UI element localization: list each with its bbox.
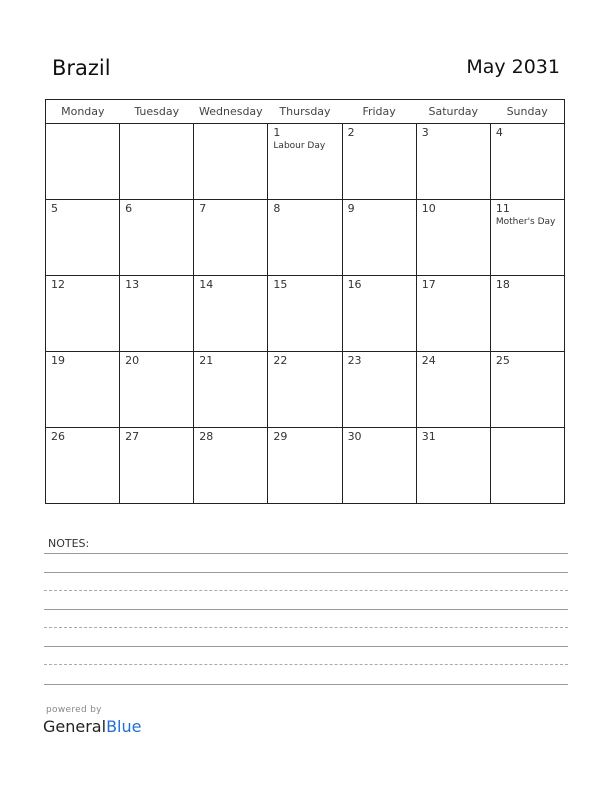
calendar-day-cell xyxy=(490,276,564,352)
calendar-day-cell xyxy=(120,276,194,352)
day-number: 13 xyxy=(125,278,140,291)
brand-general: General xyxy=(43,717,107,736)
calendar-day-cell xyxy=(194,200,268,276)
calendar-day-cell xyxy=(342,124,416,200)
day-number: 31 xyxy=(421,430,436,443)
calendar-day-cell xyxy=(416,352,490,428)
day-number: 21 xyxy=(199,354,214,367)
calendar-day-cell xyxy=(416,428,490,504)
day-number: 16 xyxy=(347,278,362,291)
calendar-day-cell xyxy=(342,200,416,276)
day-number: 4 xyxy=(495,126,503,139)
calendar-day-cell xyxy=(342,352,416,428)
weekday-header: Saturday xyxy=(416,100,490,124)
brand-blue: Blue xyxy=(106,717,142,736)
calendar-day-cell xyxy=(120,124,194,200)
calendar-day-cell xyxy=(46,428,120,504)
calendar-day-cell xyxy=(268,352,342,428)
day-number: 15 xyxy=(273,278,288,291)
note-line xyxy=(44,572,568,573)
weekday-header: Friday xyxy=(342,100,416,124)
weekday-header: Tuesday xyxy=(120,100,194,124)
day-number: 23 xyxy=(347,354,362,367)
day-number: 30 xyxy=(347,430,362,443)
calendar-week-row xyxy=(46,276,565,352)
day-number: 14 xyxy=(199,278,214,291)
note-line xyxy=(44,627,568,628)
weekday-header: Thursday xyxy=(268,100,342,124)
weekday-header: Sunday xyxy=(490,100,564,124)
calendar-day-cell xyxy=(268,276,342,352)
month-year-title: May 2031 xyxy=(466,56,560,78)
calendar-day-cell xyxy=(490,428,564,504)
day-number: 19 xyxy=(51,354,65,367)
calendar-day-cell xyxy=(416,276,490,352)
calendar-week-row xyxy=(46,428,565,504)
day-number: 25 xyxy=(495,354,510,367)
day-number: 6 xyxy=(125,202,133,215)
note-line xyxy=(44,609,568,610)
note-line xyxy=(44,553,568,554)
calendar-day-cell xyxy=(490,352,564,428)
calendar-day-cell xyxy=(46,276,120,352)
calendar-week-row xyxy=(46,124,565,200)
calendar-week-row xyxy=(46,200,565,276)
calendar-day-cell xyxy=(194,276,268,352)
calendar-day-cell xyxy=(46,124,120,200)
day-number: 24 xyxy=(421,354,436,367)
calendar-day-cell xyxy=(490,200,564,276)
note-line xyxy=(44,646,568,647)
day-number: 12 xyxy=(51,278,65,291)
day-number: 27 xyxy=(125,430,140,443)
calendar-day-cell xyxy=(490,124,564,200)
note-line xyxy=(44,684,568,685)
notes-label: NOTES: xyxy=(48,537,90,550)
day-number: 18 xyxy=(495,278,510,291)
day-number: 7 xyxy=(199,202,207,215)
day-number: 5 xyxy=(51,202,58,215)
holiday-label: Labour Day xyxy=(273,141,326,151)
calendar-day-cell xyxy=(194,352,268,428)
calendar-day-cell xyxy=(120,428,194,504)
brand-logo xyxy=(43,717,141,736)
calendar-week-row xyxy=(46,352,565,428)
day-number: 17 xyxy=(421,278,436,291)
calendar-day-cell xyxy=(416,200,490,276)
calendar-day-cell xyxy=(416,124,490,200)
day-number: 28 xyxy=(199,430,214,443)
day-number: 2 xyxy=(347,126,355,139)
calendar-day-cell xyxy=(342,428,416,504)
holiday-label: Mother's Day xyxy=(495,217,556,227)
day-number: 29 xyxy=(273,430,288,443)
calendar-day-cell xyxy=(120,200,194,276)
note-line xyxy=(44,664,568,665)
day-number: 8 xyxy=(273,202,281,215)
calendar-day-cell xyxy=(194,428,268,504)
day-number: 10 xyxy=(421,202,436,215)
weekday-header: Wednesday xyxy=(194,100,268,124)
powered-by-text: powered by xyxy=(46,705,102,715)
day-number: 3 xyxy=(421,126,429,139)
calendar-day-cell xyxy=(120,352,194,428)
weekday-header-row xyxy=(46,100,565,124)
day-number: 1 xyxy=(273,126,281,139)
calendar-day-cell xyxy=(268,124,342,200)
calendar-day-cell xyxy=(46,200,120,276)
calendar-day-cell xyxy=(46,352,120,428)
day-number: 20 xyxy=(125,354,140,367)
country-title: Brazil xyxy=(52,56,111,80)
calendar-grid xyxy=(45,99,565,504)
day-number: 26 xyxy=(51,430,65,443)
day-number: 22 xyxy=(273,354,288,367)
calendar-day-cell xyxy=(194,124,268,200)
weekday-header: Monday xyxy=(46,100,120,124)
note-line xyxy=(44,590,568,591)
day-number: 11 xyxy=(495,202,510,215)
day-number: 9 xyxy=(347,202,355,215)
calendar-day-cell xyxy=(268,428,342,504)
calendar-day-cell xyxy=(268,200,342,276)
calendar-day-cell xyxy=(342,276,416,352)
